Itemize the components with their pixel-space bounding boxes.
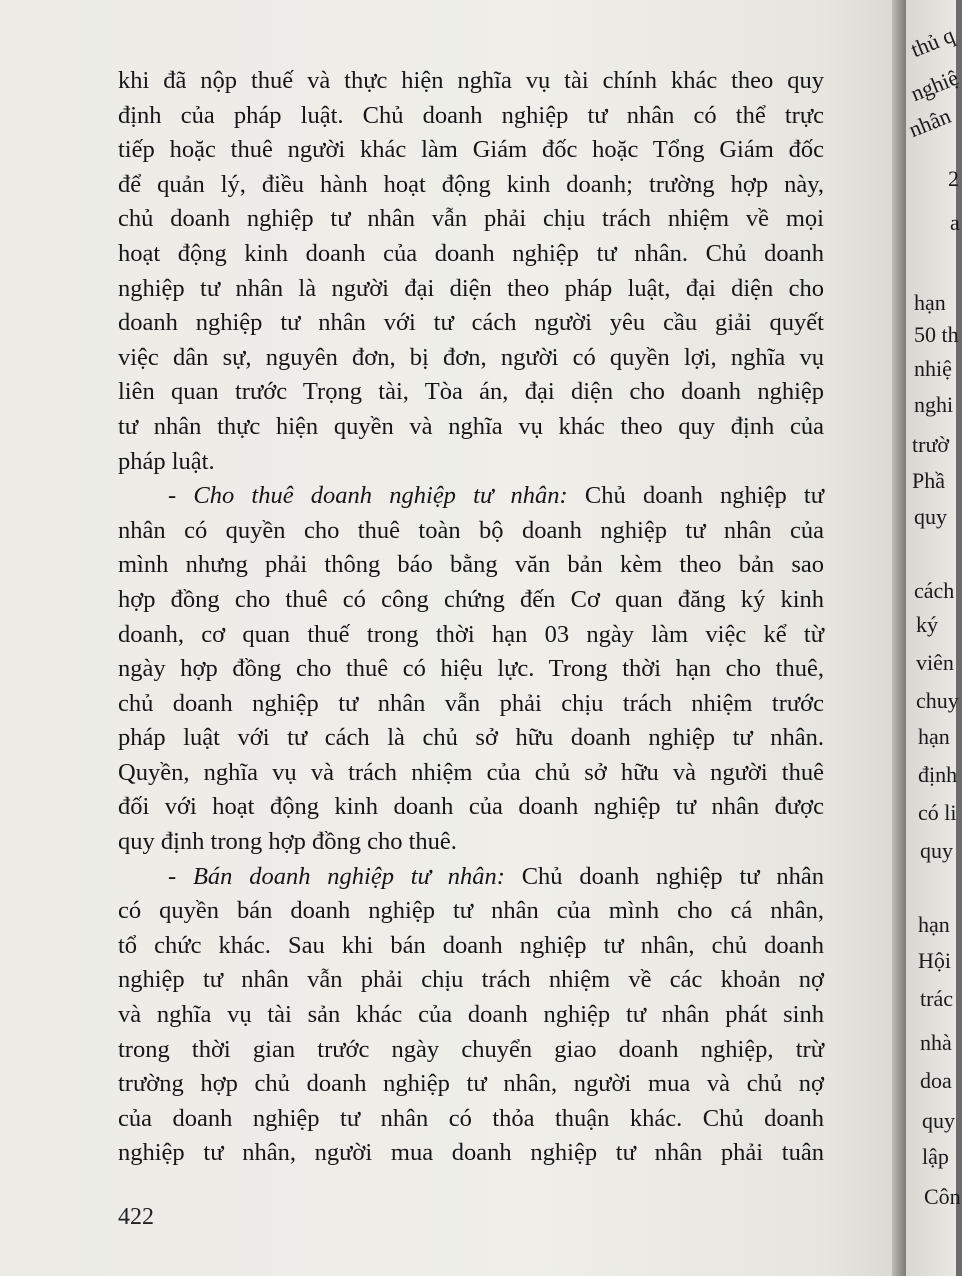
text-segment: tiếp hoặc thuê người khác làm Giám đốc hoặc Tổng Giám đốc	[118, 136, 824, 164]
facing-page-fragment: nghiệ	[907, 64, 962, 107]
facing-page-fragment: có li	[918, 800, 957, 825]
facing-page-fragment: Hội	[918, 948, 951, 973]
text-line	[118, 64, 824, 99]
text-segment: việc dân sự, nguyên đơn, bị đơn, người có quyền lợi, nghĩa vụ	[118, 343, 824, 371]
text-line	[118, 1136, 824, 1171]
text-segment: chủ doanh nghiệp tư nhân vẫn phải chịu trách nhiệm trước	[118, 689, 824, 717]
text-line	[118, 618, 824, 653]
facing-page-fragment: hạn	[918, 912, 950, 937]
facing-page-edge	[905, 0, 962, 1276]
text-line	[118, 133, 824, 168]
facing-page-fragment: 50 th	[914, 322, 959, 347]
facing-page-fragment: nhiệ	[914, 356, 952, 381]
text-segment: chủ doanh nghiệp tư nhân vẫn phải chịu trách nhiệm về mọi	[118, 205, 824, 233]
text-line	[118, 1102, 824, 1137]
text-line	[118, 375, 824, 410]
facing-page-fragment: quy	[920, 838, 953, 863]
text-segment: liên quan trước Trọng tài, Tòa án, đại diện cho doanh nghiệp	[118, 378, 824, 406]
text-segment: nghiệp tư nhân vẫn phải chịu trách nhiệm về các khoản nợ	[118, 966, 824, 994]
facing-page-fragment: lập	[922, 1144, 949, 1169]
text-line	[118, 1033, 824, 1068]
facing-page-fragment: Côn	[924, 1184, 961, 1209]
text-line	[118, 99, 824, 134]
text-segment: để quản lý, điều hành hoạt động kinh doanh; trường hợp này,	[118, 170, 824, 198]
text-segment: khi đã nộp thuế và thực hiện nghĩa vụ tài chính khác theo quy	[118, 67, 824, 94]
text-segment: định của pháp luật. Chủ doanh nghiệp tư nhân có thể trực	[118, 101, 824, 129]
section-heading-italic: - Cho thuê doanh nghiệp tư nhân:	[168, 482, 568, 510]
facing-page-fragment: chuy	[916, 688, 959, 713]
facing-page-fragment: định	[918, 762, 958, 787]
text-segment: hoạt động kinh doanh của doanh nghiệp tư nhân. Chủ doanh	[118, 239, 824, 267]
text-line	[118, 687, 824, 722]
text-segment: tư nhân thực hiện quyền và nghĩa vụ khác theo quy định của	[118, 412, 824, 440]
body-text	[118, 64, 824, 1171]
text-segment: quy định trong hợp đồng cho thuê.	[118, 828, 457, 856]
text-line	[118, 963, 824, 998]
text-segment: trong thời gian trước ngày chuyển giao doanh nghiệp, trừ	[118, 1035, 824, 1063]
text-segment: ngày hợp đồng cho thuê có hiệu lực. Trong thời hạn cho thuê,	[118, 655, 824, 683]
facing-page-fragment: 2	[948, 166, 959, 191]
facing-page-fragment: nghi	[914, 392, 954, 417]
text-line	[118, 445, 824, 480]
text-line	[118, 306, 824, 341]
facing-page-fragment: hạn	[918, 724, 950, 749]
facing-page-fragment: viên	[916, 650, 954, 675]
text-line	[118, 583, 824, 618]
text-line	[118, 790, 824, 825]
facing-page-fragment: quy	[922, 1108, 955, 1133]
text-segment: pháp luật với tư cách là chủ sở hữu doanh nghiệp tư nhân.	[118, 724, 824, 752]
text-segment: doanh nghiệp tư nhân với tư cách người yêu cầu giải quyết	[118, 309, 824, 337]
text-line	[118, 998, 824, 1033]
text-line	[118, 652, 824, 687]
facing-page-fragment: ký	[916, 612, 938, 637]
facing-page-fragment: thủ q	[907, 22, 958, 63]
text-segment: nghiệp tư nhân, người mua doanh nghiệp tư nhân phải tuân	[118, 1139, 824, 1167]
facing-page-fragment: doa	[920, 1068, 952, 1093]
text-segment: mình nhưng phải thông báo bằng văn bản kèm theo bản sao	[118, 551, 824, 579]
text-segment: nghiệp tư nhân là người đại diện theo pháp luật, đại diện cho	[118, 274, 824, 302]
facing-page-fragment: cách	[914, 578, 955, 603]
text-line	[118, 514, 824, 549]
text-line	[118, 168, 824, 203]
text-line	[118, 202, 824, 237]
facing-page-fragment: hạn	[914, 290, 946, 315]
text-segment: tổ chức khác. Sau khi bán doanh nghiệp tư nhân, chủ doanh	[118, 931, 824, 959]
text-segment: nhân có quyền cho thuê toàn bộ doanh nghiệp tư nhân của	[118, 516, 824, 544]
text-segment: có quyền bán doanh nghiệp tư nhân của mình cho cá nhân,	[118, 897, 824, 925]
facing-page-fragment: nhà	[920, 1030, 952, 1055]
text-segment: trường hợp chủ doanh nghiệp tư nhân, người mua và chủ nợ	[118, 1070, 824, 1098]
text-segment: của doanh nghiệp tư nhân có thỏa thuận khác. Chủ doanh	[118, 1104, 824, 1132]
text-segment: pháp luật.	[118, 447, 215, 475]
text-segment: và nghĩa vụ tài sản khác của doanh nghiệp tư nhân phát sinh	[118, 1001, 824, 1029]
page-number: 422	[118, 1204, 154, 1230]
facing-page-fragment: trác	[920, 986, 953, 1011]
text-line	[118, 272, 824, 307]
text-line	[118, 1067, 824, 1102]
text-line	[118, 479, 824, 514]
text-line	[118, 548, 824, 583]
facing-page-fragment: trườ	[912, 432, 949, 457]
text-line	[118, 756, 824, 791]
text-segment: Chủ doanh nghiệp tư nhân	[504, 862, 824, 890]
text-line	[118, 721, 824, 756]
text-segment: đối với hoạt động kinh doanh của doanh nghiệp tư nhân được	[118, 793, 824, 821]
facing-page-fragment: Phầ	[912, 468, 945, 493]
text-line	[118, 825, 824, 860]
text-segment: Chủ doanh nghiệp tư	[567, 482, 824, 510]
text-line	[118, 341, 824, 376]
facing-page-fragment: nhân	[905, 102, 955, 143]
text-line	[118, 410, 824, 445]
text-segment: hợp đồng cho thuê có công chứng đến Cơ quan đăng ký kinh	[118, 585, 824, 613]
text-line	[118, 894, 824, 929]
facing-page-fragment: quy	[914, 504, 947, 529]
text-segment: doanh, cơ quan thuế trong thời hạn 03 ngày làm việc kể từ	[118, 620, 824, 648]
text-line	[118, 237, 824, 272]
facing-page-fragment: a	[950, 210, 960, 235]
text-segment: Quyền, nghĩa vụ và trách nhiệm của chủ sở hữu và người thuê	[118, 758, 824, 786]
text-line	[118, 860, 824, 895]
text-line	[118, 929, 824, 964]
section-heading-italic: - Bán doanh nghiệp tư nhân:	[168, 862, 505, 890]
